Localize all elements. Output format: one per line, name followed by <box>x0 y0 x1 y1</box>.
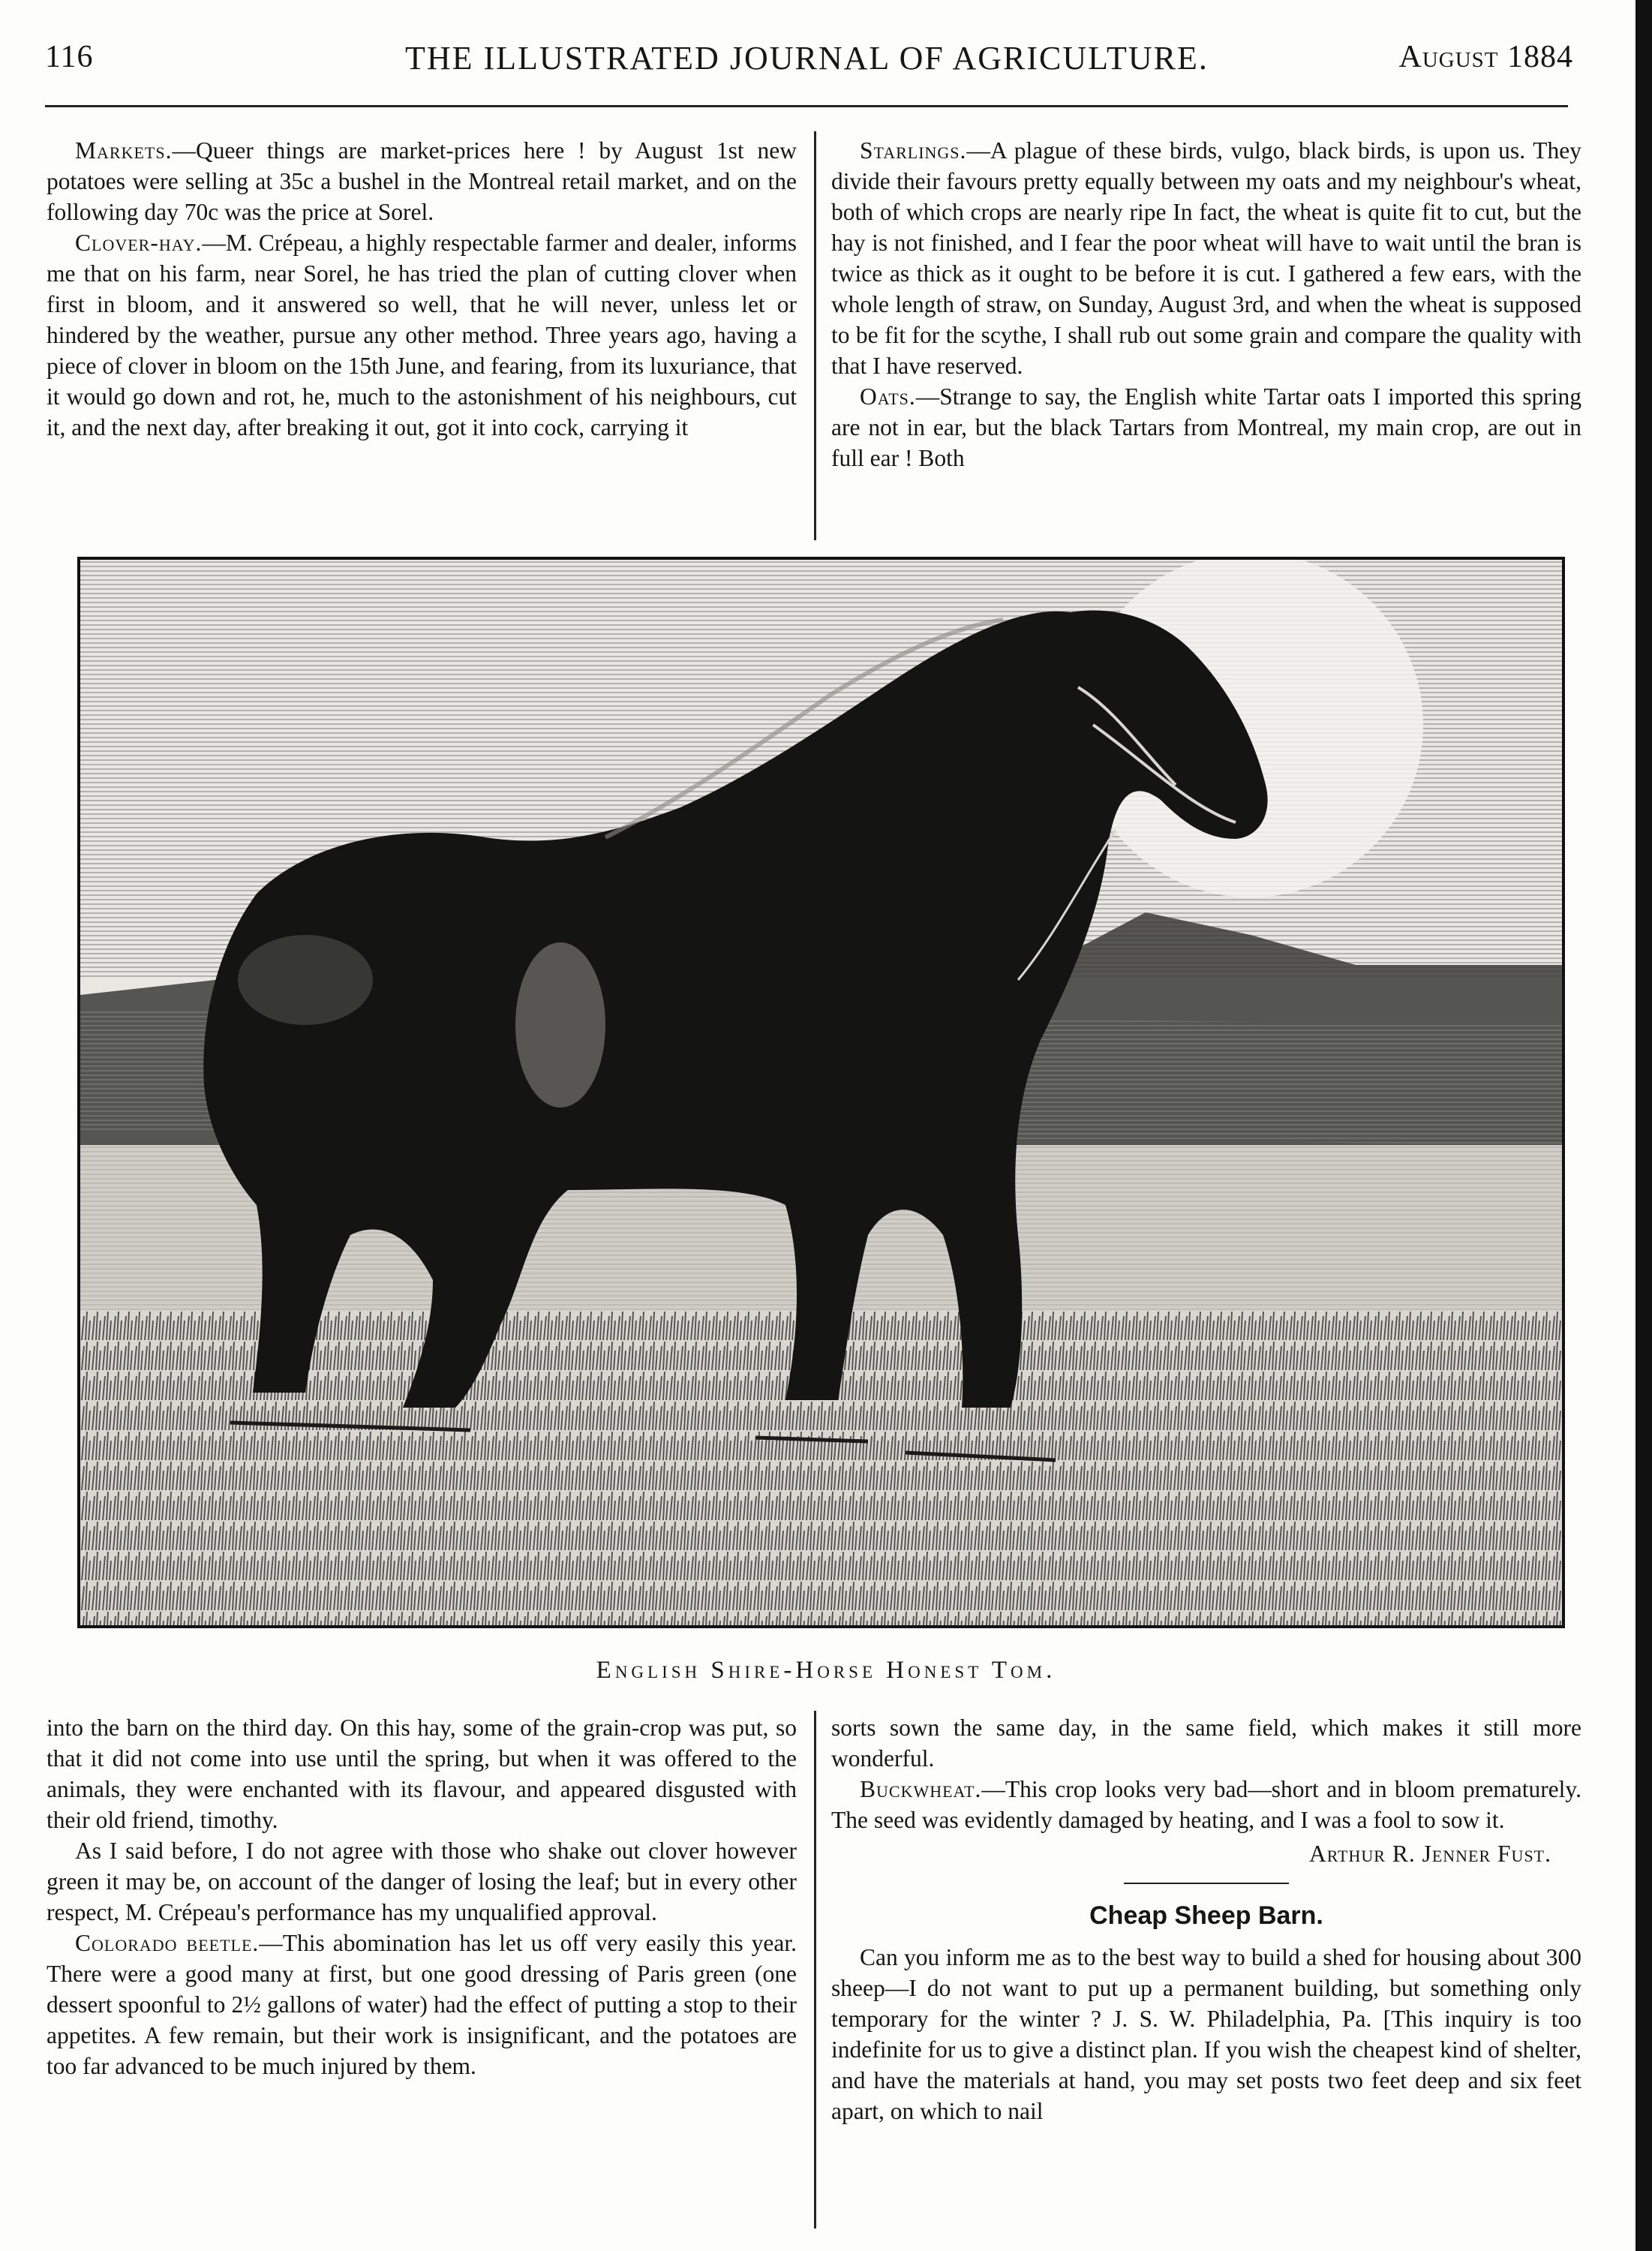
paragraph-text: sorts sown the same day, in the same field, which makes it still more wonderful. <box>831 1715 1581 1772</box>
oats-paragraph <box>831 381 1581 473</box>
page-header <box>0 0 1652 113</box>
journal-title: THE ILLUSTRATED JOURNAL OF AGRICULTURE. <box>405 40 1209 77</box>
opinion-paragraph <box>47 1835 797 1928</box>
inquiry-paragraph: Can you inform me as to the best way to build a shed for housing about 300 sheep—I do not want to put up a permanent building, but something only temporary for the winter ? J. S. W. Philadelphia, Pa. [This inquiry is too indefinite for us to give a distinct plan. If you wish the cheapest kind of shelter, and have the materials at hand, you may set posts two feet deep and six feet apart, on which to nail <box>831 1944 1581 2124</box>
figure-caption: English Shire-Horse Honest Tom. <box>596 1657 1056 1684</box>
top-left-column <box>47 135 797 443</box>
paragraph-text: —Strange to say, the English white Tartar oats I imported this spring are not in ear, but the black Tartars from Montreal, my main crop, are out in full ear ! Both <box>831 383 1581 471</box>
paragraph-text: —Queer things are market-prices here ! by August 1st new potatoes were selling at 35c a bushel in the Montreal retail market, and on the following day 70c was the price at Sorel. <box>47 137 797 225</box>
paragraph-text: into the barn on the third day. On this hay, some of the grain-crop was put, so that it did not come into use until the spring, but when it was offered to the animals, they were enchanted with its flavour, and appeared disgusted with their old friend, timothy. <box>47 1715 797 1833</box>
paragraph-text: —A plague of these birds, vulgo, black birds, is upon us. They divide their favours pretty equally between my oats and my neighbour's wheat, both of which crops are nearly ripe In fact, the wheat is quite fit to cut, but the hay is not finished, and I fear the poor wheat will have to wait until the bran is twice as thick as it ought to be before it is cut. I gathered a few ears, with the whole length of straw, on Sunday, August 3rd, and when the wheat is supposed to be fit for the scythe, I shall rub out some grain and compare the quality with that I have reserved. <box>831 137 1581 379</box>
paragraph-lead: Buckwheat. <box>860 1776 982 1802</box>
section-rule <box>1124 1883 1289 1884</box>
paragraph-text: —This crop looks very bad—short and in bloom prematurely. The seed was evidently damaged by heating, and I was a fool to sow it. <box>831 1776 1581 1833</box>
page-number: 116 <box>45 40 94 74</box>
issue-date: August 1884 <box>1398 40 1573 74</box>
paragraph-text: —This abomination has let us off very easily this year. There were a good many at first, but one good dressing of Paris green (one dessert spoonful to 2½ gallons of water) had the effect of putting a stop to their appetites. A few remain, but their work is insignificant, and the potatoes are too far advanced to be much injured by them. <box>47 1930 797 2079</box>
column-divider <box>814 131 816 540</box>
paragraph-lead: Markets. <box>75 137 173 164</box>
bottom-left-column <box>47 1712 797 2081</box>
markets-paragraph <box>47 135 797 227</box>
author-signature: Arthur R. Jenner Fust. <box>1308 1841 1551 1867</box>
paragraph-lead: Oats. <box>860 383 916 410</box>
bottom-right-column <box>831 1712 1581 2126</box>
continued-paragraph <box>47 1712 797 1835</box>
colorado-beetle-paragraph <box>47 1928 797 2081</box>
starlings-paragraph <box>831 135 1581 381</box>
column-divider <box>814 1711 816 2228</box>
clover-hay-paragraph <box>47 227 797 443</box>
continued-paragraph <box>831 1712 1581 1774</box>
shire-horse-engraving <box>77 557 1565 1628</box>
top-right-column <box>831 135 1581 473</box>
page-edge-bar <box>1635 0 1652 2251</box>
paragraph-text: —M. Crépeau, a highly respectable farmer and dealer, informs me that on his farm, near Sorel, he has tried the plan of cutting clover when first in bloom, and it answered so well, that he will never, unless let or hindered by the weather, pursue any other method. Three years ago, having a piece of clover in bloom on the 15th June, and fearing, from its luxuriance, that it would go down and rot, he, much to the astonishment of his neighbours, cut it, and the next day, after breaking it out, got it into cock, carrying it <box>47 230 797 440</box>
section-heading: Cheap Sheep Barn. <box>1089 1901 1323 1930</box>
paragraph-lead: Clover-hay. <box>75 230 203 256</box>
paragraph-text: As I said before, I do not agree with those who shake out clover however green it may be, on account of the danger of losing the leaf; but in every other respect, M. Crépeau's performance has my unqualified approval. <box>47 1838 797 1925</box>
paragraph-lead: Colorado beetle. <box>75 1930 260 1956</box>
header-rule <box>45 105 1568 107</box>
paragraph-lead: Starlings. <box>860 137 967 164</box>
buckwheat-paragraph <box>831 1774 1581 1835</box>
